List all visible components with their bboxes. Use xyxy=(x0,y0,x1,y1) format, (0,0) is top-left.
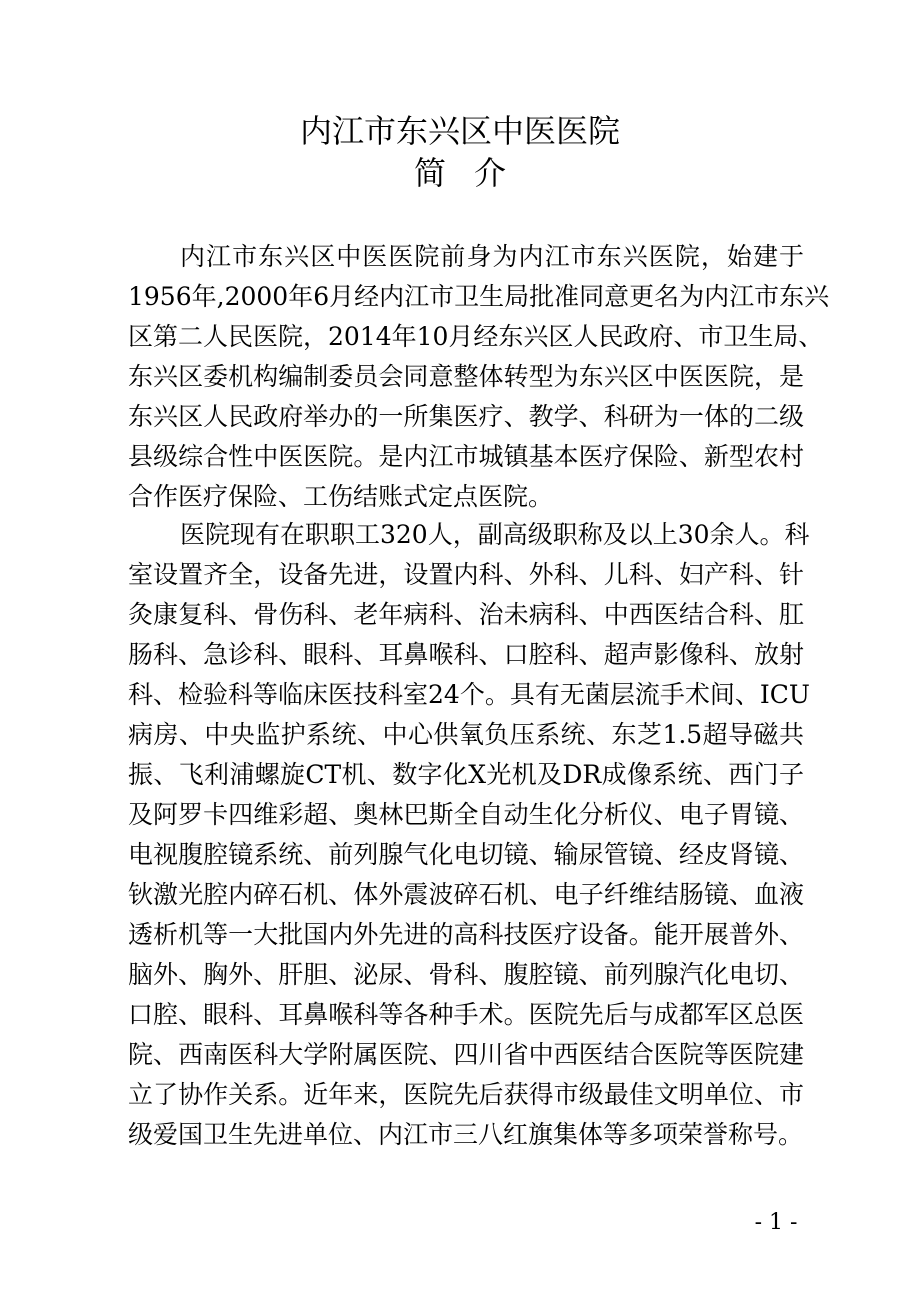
text-line: 东兴区委机构编制委员会同意整体转型为东兴区中医医院，是 xyxy=(128,362,804,391)
document-subtitle: 简介 xyxy=(413,154,534,192)
text-line: 脑外、胸外、肝胆、泌尿、骨科、腹腔镜、前列腺汽化电切、 xyxy=(128,960,804,989)
text-line: 及阿罗卡四维彩超、奥林巴斯全自动生化分析仪、电子胃镜、 xyxy=(128,800,804,829)
text-line: 区第二人民医院，2014年10月经东兴区人民政府、市卫生局、 xyxy=(128,322,824,351)
text-line: 立了协作关系。近年来，医院先后获得市级最佳文明单位、市 xyxy=(128,1080,804,1109)
paragraph-2 xyxy=(128,515,810,1155)
text-line: 电视腹腔镜系统、前列腺气化电切镜、输尿管镜、经皮肾镜、 xyxy=(128,840,804,869)
text-line: 医院现有在职职工320人，副高级职称及以上30余人。科 xyxy=(180,520,810,549)
document-title: 内江市东兴区中医医院 xyxy=(299,112,620,150)
text-line: 口腔、眼科、耳鼻喉科等各种手术。医院先后与成都军区总医 xyxy=(128,1000,804,1029)
text-line: 科、检验科等临床医技科室24个。具有无菌层流手术间、ICU xyxy=(128,680,810,709)
text-line: 钬激光腔内碎石机、体外震波碎石机、电子纤维结肠镜、血液 xyxy=(128,880,804,909)
text-line: 院、西南医科大学附属医院、四川省中西医结合医院等医院建 xyxy=(128,1040,804,1069)
text-line: 合作医疗保险、工伤结账式定点医院。 xyxy=(128,482,554,511)
text-line: 内江市东兴区中医医院前身为内江市东兴医院，始建于 xyxy=(180,242,804,271)
text-line: 1956年,2000年6月经内江市卫生局批准同意更名为内江市东兴 xyxy=(128,282,830,311)
page-number: - 1 - xyxy=(754,1210,798,1235)
text-line: 县级综合性中医医院。是内江市城镇基本医疗保险、新型农村 xyxy=(128,442,804,471)
text-line: 肠科、急诊科、眼科、耳鼻喉科、口腔科、超声影像科、放射 xyxy=(128,640,804,669)
text-line: 级爱国卫生先进单位、内江市三八红旗集体等多项荣誉称号。 xyxy=(128,1120,804,1149)
text-line: 振、飞利浦螺旋CT机、数字化X光机及DR成像系统、西门子 xyxy=(128,760,804,789)
paragraph-1 xyxy=(128,237,830,517)
text-line: 透析机等一大批国内外先进的高科技医疗设备。能开展普外、 xyxy=(128,920,804,949)
text-line: 灸康复科、骨伤科、老年病科、治未病科、中西医结合科、肛 xyxy=(128,600,804,629)
text-line: 东兴区人民政府举办的一所集医疗、教学、科研为一体的二级 xyxy=(128,402,804,431)
text-line: 室设置齐全，设备先进，设置内科、外科、儿科、妇产科、针 xyxy=(128,560,804,589)
text-line: 病房、中央监护系统、中心供氧负压系统、东芝1.5超导磁共 xyxy=(128,720,804,749)
